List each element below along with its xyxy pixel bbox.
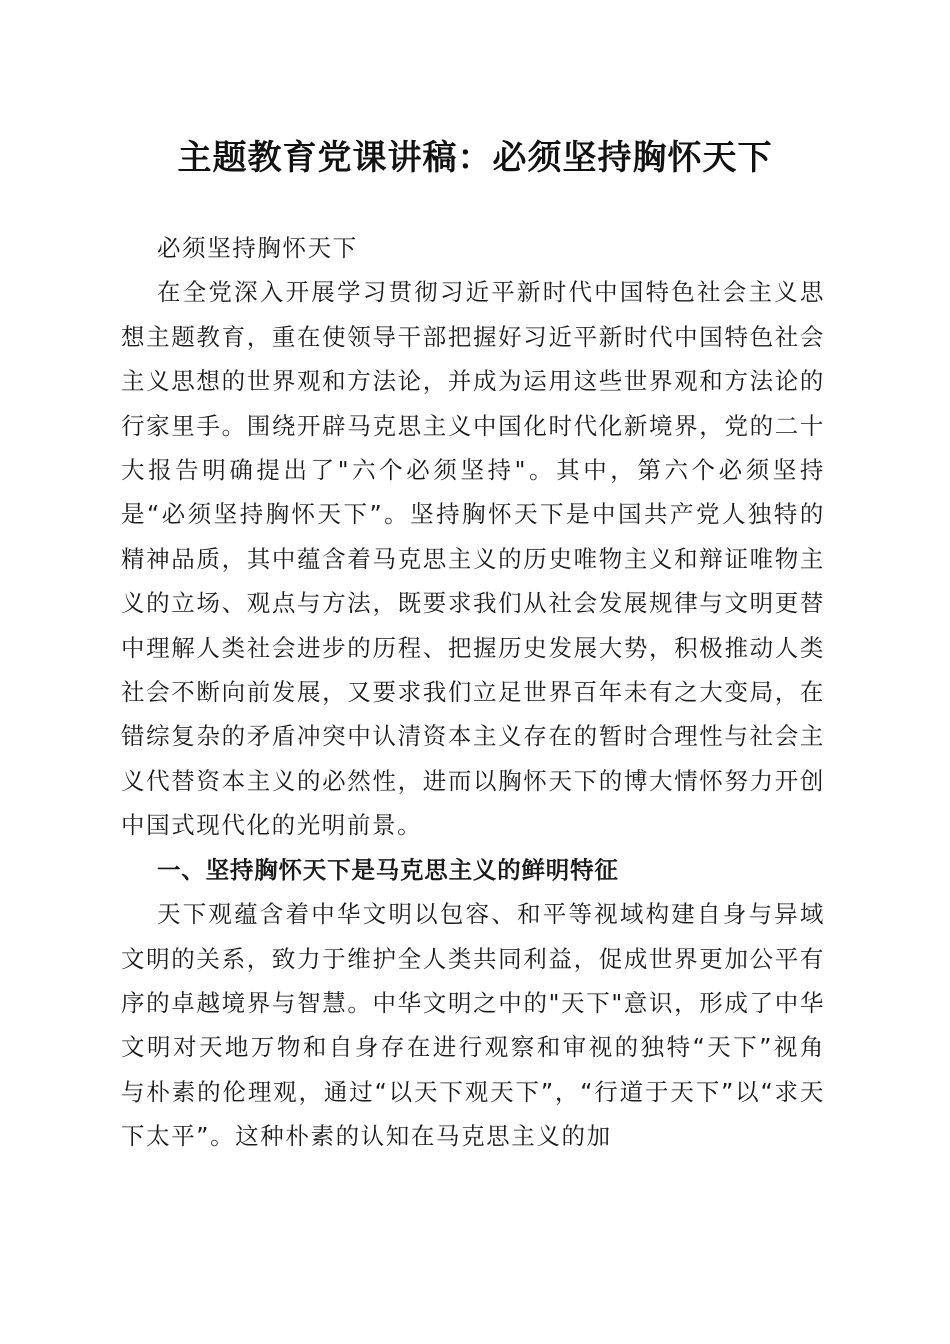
section-heading: 一、坚持胸怀天下是马克思主义的鲜明特征	[157, 855, 619, 884]
section-paragraph: 天下观蕴含着中华文明以包容、和平等视域构建自身与异域文明的关系，致力于维护全人类共同利益，促成世界更加公平有序的卓越境界与智慧。中华文明之中的"天下"意识，形成了中华文明对天地万物和自身存在进行观察和审视的独特“天下”视角与朴素的伦理观，通过“以天下观天下”，“行道于天下”以“求天下太平”。这种朴素的认知在马克思主义的加	[121, 900, 825, 1151]
document-body	[121, 226, 825, 1159]
intro-paragraph: 在全党深入开展学习贯彻习近平新时代中国特色社会主义思想主题教育，重在使领导干部把握好习近平新时代中国特色社会主义思想的世界观和方法论，并成为运用这些世界观和方法论的行家里手。围绕开辟马克思主义中国化时代化新境界，党的二十大报告明确提出了"六个必须坚持"。其中，第六个必须坚持是“必须坚持胸怀天下”。坚持胸怀天下是中国共产党人独特的精神品质，其中蕴含着马克思主义的历史唯物主义和辩证唯物主义的立场、观点与方法，既要求我们从社会发展规律与文明更替中理解人类社会进步的历程、把握历史发展大势，积极推动人类社会不断向前发展，又要求我们立足世界百年未有之大变局，在错综复杂的矛盾冲突中认清资本主义存在的暂时合理性与社会主义代替资本主义的必然性，进而以胸怀天下的博大情怀努力开创中国式现代化的光明前景。	[121, 278, 825, 840]
subtitle-paragraph: 必须坚持胸怀天下	[157, 234, 358, 262]
document-title: 主题教育党课讲稿：必须坚持胸怀天下	[177, 138, 773, 178]
